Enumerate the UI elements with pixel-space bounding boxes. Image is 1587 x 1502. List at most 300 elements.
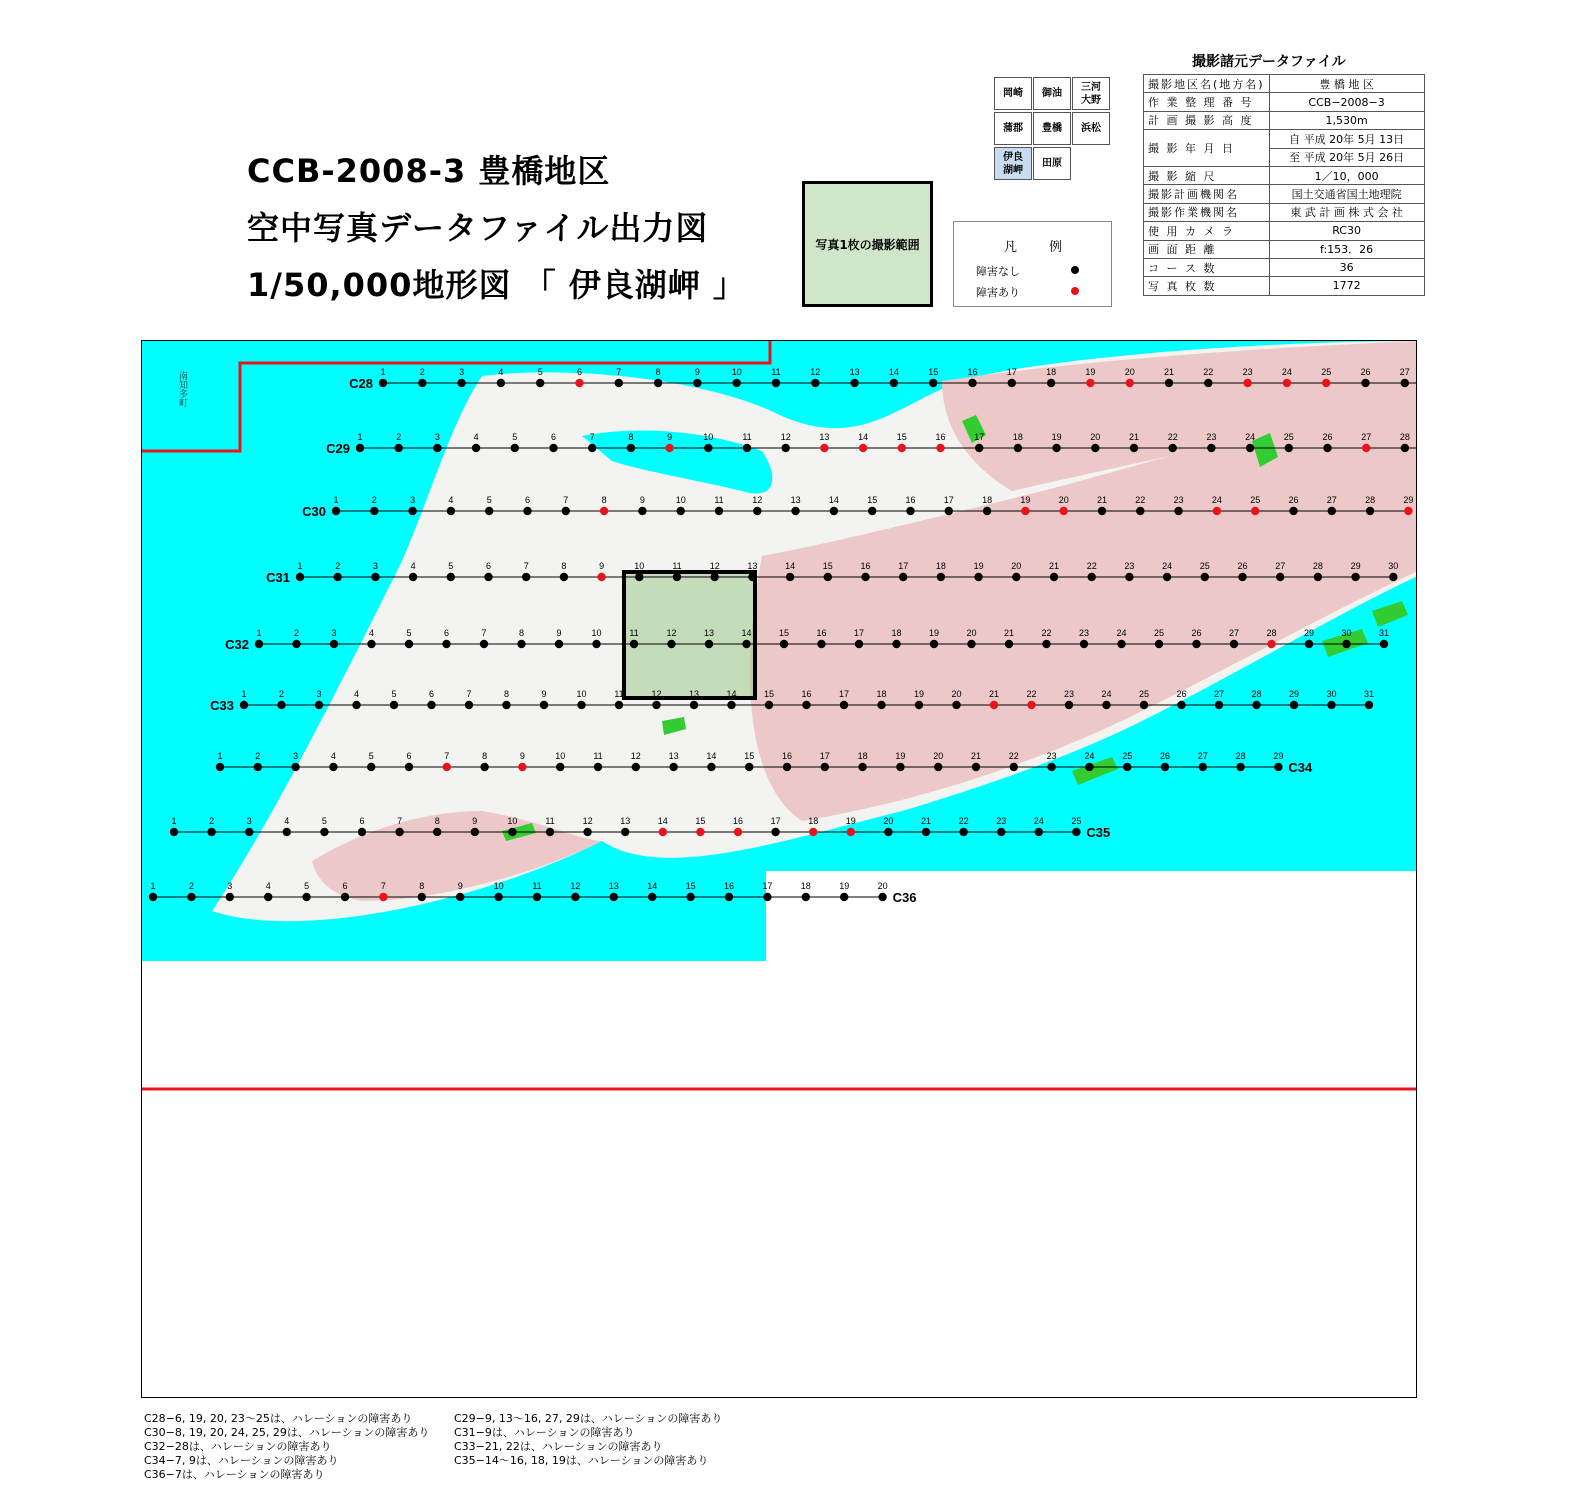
- photo-number: 22: [1135, 495, 1146, 505]
- photo-number: 3: [434, 432, 440, 442]
- photo-point: [610, 893, 618, 901]
- photo-number: 23: [1206, 432, 1217, 442]
- photo-number: 16: [816, 628, 827, 638]
- photo-point: [447, 507, 455, 515]
- photo-number: 15: [778, 628, 790, 638]
- photo-number: 14: [888, 367, 899, 377]
- photo-point: [1204, 379, 1212, 387]
- photo-point: [1126, 379, 1134, 387]
- photo-point: [216, 763, 224, 771]
- photo-point: [560, 573, 568, 581]
- photo-point: [686, 893, 694, 901]
- photo-number: 27: [1228, 628, 1240, 638]
- photo-number: 10: [493, 881, 504, 891]
- photo-number: 22: [958, 816, 969, 826]
- photo-number: 6: [406, 751, 412, 761]
- photo-point: [974, 573, 982, 581]
- table-row: 画 面 距 離 f:153．26: [1144, 240, 1425, 258]
- photo-number: 15: [867, 495, 878, 505]
- photo-number: 7: [380, 881, 386, 891]
- table-row: コ ー ス 数 36: [1144, 258, 1425, 276]
- photo-point: [556, 763, 564, 771]
- table-row: 写 真 枚 数 1772: [1144, 277, 1425, 295]
- photo-number: 8: [434, 816, 440, 826]
- index-cell: 浜松: [1072, 112, 1110, 145]
- photo-point: [1047, 763, 1055, 771]
- photo-number: 16: [967, 367, 978, 377]
- photo-point: [1246, 444, 1254, 452]
- photo-point: [733, 379, 741, 387]
- photo-number: 12: [582, 816, 593, 826]
- photo-number: 24: [1084, 751, 1095, 761]
- photo-number: 23: [1046, 751, 1057, 761]
- photo-point: [457, 379, 465, 387]
- photo-point: [540, 701, 548, 709]
- photo-number: 26: [1288, 495, 1299, 505]
- photo-number: 4: [448, 495, 454, 505]
- photo-point: [240, 701, 248, 709]
- photo-point: [341, 893, 349, 901]
- photo-point: [1177, 701, 1185, 709]
- photo-number: 20: [966, 628, 977, 638]
- photo-number: 29: [1273, 751, 1284, 761]
- photo-point: [936, 444, 944, 452]
- photo-number: 6: [550, 432, 557, 442]
- photo-point: [725, 893, 733, 901]
- note-line: C28−6, 19, 20, 23〜25は、ハレーションの障害あり: [144, 1412, 413, 1425]
- photo-point: [471, 828, 479, 836]
- photo-number: 14: [657, 816, 668, 826]
- photo-number: 30: [1388, 561, 1399, 571]
- photo-number: 3: [410, 495, 416, 505]
- photo-point: [868, 507, 876, 515]
- photo-number: 18: [1012, 432, 1023, 442]
- photo-point: [705, 640, 713, 648]
- photo-number: 2: [396, 432, 402, 442]
- photo-point: [878, 893, 886, 901]
- photo-number: 15: [896, 432, 907, 442]
- course-label: C34: [1288, 760, 1313, 775]
- photo-point: [465, 701, 473, 709]
- photo-point: [1351, 573, 1359, 581]
- photo-number: 18: [800, 881, 811, 891]
- photo-point: [443, 763, 451, 771]
- photo-point: [896, 763, 904, 771]
- photo-number: 13: [688, 689, 700, 699]
- photo-point: [511, 444, 519, 452]
- photo-number: 4: [498, 367, 504, 377]
- photo-number: 16: [905, 495, 916, 505]
- photo-number: 26: [1237, 561, 1248, 571]
- photo-point: [536, 379, 544, 387]
- photo-point: [1276, 573, 1284, 581]
- photo-number: 7: [616, 367, 622, 377]
- photo-point: [533, 893, 541, 901]
- photo-point: [1155, 640, 1163, 648]
- photo-number: 24: [1101, 689, 1112, 699]
- photo-point: [922, 828, 930, 836]
- photo-point: [508, 828, 516, 836]
- photo-point: [447, 573, 455, 581]
- photo-point: [753, 507, 761, 515]
- photo-point: [1123, 763, 1131, 771]
- photo-number: 21: [1003, 628, 1015, 638]
- photo-number: 8: [655, 367, 661, 377]
- photo-point: [677, 507, 685, 515]
- photo-number: 25: [1138, 689, 1150, 699]
- photo-point: [1008, 379, 1016, 387]
- photo-point: [665, 444, 673, 452]
- note-line: C32−28は、ハレーションの障害あり: [144, 1440, 332, 1453]
- photo-point: [635, 573, 643, 581]
- photo-point: [1361, 379, 1369, 387]
- photo-point: [952, 701, 960, 709]
- photo-number: 12: [752, 495, 763, 505]
- photo-number: 10: [507, 816, 518, 826]
- photo-point: [1010, 763, 1018, 771]
- photo-point: [772, 379, 780, 387]
- photo-point: [615, 379, 623, 387]
- photo-point: [930, 640, 938, 648]
- photo-point: [207, 828, 215, 836]
- photo-number: 25: [1199, 561, 1210, 571]
- photo-point: [494, 893, 502, 901]
- photo-point: [1136, 507, 1144, 515]
- photo-number: 21: [920, 816, 932, 826]
- photo-point: [817, 640, 825, 648]
- photo-point: [1290, 701, 1298, 709]
- photo-point: [690, 701, 698, 709]
- photo-number: 9: [519, 751, 525, 761]
- photo-point: [967, 640, 975, 648]
- legend-no-obstruction-label: 障害なし: [976, 265, 1020, 278]
- photo-number: 13: [668, 751, 679, 761]
- photo-point: [782, 444, 790, 452]
- photo-number: 1: [256, 628, 262, 638]
- photo-number: 3: [246, 816, 252, 826]
- photo-number: 16: [801, 689, 812, 699]
- photo-number: 19: [928, 628, 940, 638]
- photo-point: [549, 444, 557, 452]
- photo-number: 5: [304, 881, 310, 891]
- photo-number: 23: [1173, 495, 1184, 505]
- photo-point: [654, 379, 662, 387]
- photo-point: [659, 828, 667, 836]
- photo-point: [433, 444, 441, 452]
- photo-point: [405, 640, 413, 648]
- photo-number: 15: [763, 689, 775, 699]
- photo-point: [277, 701, 285, 709]
- photo-point: [1380, 640, 1388, 648]
- photo-number: 14: [828, 495, 839, 505]
- photo-number: 22: [1026, 689, 1037, 699]
- notes-left: [144, 1412, 429, 1482]
- photo-point: [821, 763, 829, 771]
- photo-point: [1323, 444, 1331, 452]
- photo-point: [1289, 507, 1297, 515]
- photo-point: [1005, 640, 1013, 648]
- course-label: C30: [302, 504, 326, 519]
- photo-number: 21: [970, 751, 982, 761]
- photo-number: 18: [808, 816, 819, 826]
- photo-point: [433, 828, 441, 836]
- photo-point: [1085, 763, 1093, 771]
- photo-point: [734, 828, 742, 836]
- photo-number: 31: [1363, 689, 1375, 699]
- photo-number: 11: [532, 881, 542, 891]
- photo-point: [456, 893, 464, 901]
- photo-point: [1163, 573, 1171, 581]
- photo-number: 12: [570, 881, 581, 891]
- photo-number: 13: [819, 432, 830, 442]
- photo-number: 7: [523, 561, 529, 571]
- title-project: CCB-2008-3 豊橋地区: [247, 152, 611, 190]
- photo-point: [1328, 507, 1336, 515]
- photo-number: 5: [512, 432, 518, 442]
- photo-number: 18: [982, 495, 993, 505]
- photo-number: 6: [576, 367, 583, 377]
- photo-point: [763, 893, 771, 901]
- photo-number: 27: [1399, 367, 1410, 377]
- index-cell: 田原: [1033, 147, 1071, 180]
- photo-number: 5: [486, 495, 492, 505]
- photo-point: [255, 640, 263, 648]
- photo-point: [472, 444, 480, 452]
- photo-number: 10: [703, 432, 714, 442]
- photo-point: [968, 379, 976, 387]
- photo-point: [332, 507, 340, 515]
- photo-number: 2: [255, 751, 261, 761]
- photo-number: 20: [1011, 561, 1022, 571]
- photo-number: 3: [227, 881, 233, 891]
- photo-number: 6: [359, 816, 365, 826]
- photo-number: 13: [703, 628, 715, 638]
- photo-point: [418, 893, 426, 901]
- photo-point: [715, 507, 723, 515]
- photo-point: [600, 507, 608, 515]
- photo-number: 21: [1096, 495, 1108, 505]
- photo-number: 1: [380, 367, 386, 377]
- photo-point: [892, 640, 900, 648]
- photo-point: [395, 828, 403, 836]
- photo-number: 17: [762, 881, 773, 891]
- photo-point: [408, 507, 416, 515]
- table-row: 撮影作業機関名 東 武 計 画 株 式 会 社: [1144, 203, 1425, 221]
- photo-point: [1285, 444, 1293, 452]
- photo-point: [673, 573, 681, 581]
- photo-point: [648, 893, 656, 901]
- photo-point: [379, 379, 387, 387]
- photo-number: 25: [1122, 751, 1133, 761]
- photo-number: 8: [561, 561, 567, 571]
- red-dot-icon: [1071, 287, 1079, 295]
- photo-number: 11: [545, 816, 555, 826]
- photo-number: 13: [620, 816, 631, 826]
- photo-number: 22: [1167, 432, 1178, 442]
- photo-point: [367, 763, 375, 771]
- photo-number: 8: [601, 495, 607, 505]
- photo-number: 5: [406, 628, 412, 638]
- photo-point: [704, 444, 712, 452]
- photo-number: 28: [1266, 628, 1277, 638]
- photo-point: [711, 573, 719, 581]
- photo-point: [409, 573, 417, 581]
- photo-point: [1065, 701, 1073, 709]
- photo-number: 7: [466, 689, 472, 699]
- photo-number: 24: [1245, 432, 1256, 442]
- photo-number: 26: [1360, 367, 1371, 377]
- photo-number: 19: [1051, 432, 1062, 442]
- photo-point: [1199, 763, 1207, 771]
- photo-number: 29: [1303, 628, 1315, 638]
- photo-number: 25: [1153, 628, 1165, 638]
- photo-number: 17: [974, 432, 985, 442]
- photo-point: [990, 701, 998, 709]
- photo-number: 30: [1341, 628, 1352, 638]
- photo-number: 23: [1124, 561, 1135, 571]
- legend-title: 凡 例: [1004, 240, 1077, 255]
- photo-number: 8: [518, 628, 525, 638]
- photo-number: 1: [217, 751, 223, 761]
- photo-number: 17: [770, 816, 781, 826]
- photo-number: 3: [293, 751, 299, 761]
- photo-number: 11: [742, 432, 752, 442]
- photo-number: 3: [331, 628, 337, 638]
- photo-point: [743, 444, 751, 452]
- photo-point: [1088, 573, 1096, 581]
- table-row: 撮 影 縮 尺 1／10，000: [1144, 166, 1425, 184]
- photo-number: 19: [839, 881, 850, 891]
- photo-number: 20: [883, 816, 894, 826]
- photo-point: [630, 640, 638, 648]
- photo-point: [621, 828, 629, 836]
- photo-point: [245, 828, 253, 836]
- photo-number: 20: [933, 751, 944, 761]
- photo-point: [264, 893, 272, 901]
- photo-number: 17: [1006, 367, 1017, 377]
- photo-point: [937, 573, 945, 581]
- photo-point: [588, 444, 596, 452]
- course-label: C31: [266, 570, 290, 585]
- photo-point: [809, 828, 817, 836]
- note-line: C31−9は、ハレーションの障害あり: [454, 1426, 635, 1439]
- table-row: 至 平成 20年 5月 26日: [1144, 148, 1425, 166]
- photo-point: [997, 828, 1005, 836]
- photo-number: 13: [747, 561, 758, 571]
- photo-number: 1: [333, 495, 339, 505]
- photo-point: [855, 640, 863, 648]
- photo-point: [292, 640, 300, 648]
- photo-number: 20: [877, 881, 888, 891]
- photo-point: [1091, 444, 1099, 452]
- photo-number: 14: [706, 751, 717, 761]
- photo-number: 15: [685, 881, 696, 891]
- photo-point: [1098, 507, 1106, 515]
- photo-point: [859, 444, 867, 452]
- photo-point: [485, 507, 493, 515]
- photo-number: 24: [1033, 816, 1044, 826]
- photo-extent-legend: [802, 181, 933, 307]
- photo-number: 12: [630, 751, 641, 761]
- photo-number: 2: [188, 881, 194, 891]
- photo-number: 9: [599, 561, 605, 571]
- notes-right: [454, 1412, 722, 1468]
- photo-point: [562, 507, 570, 515]
- photo-point: [1169, 444, 1177, 452]
- photo-number: 10: [591, 628, 602, 638]
- table-row: 作 業 整 理 番 号 CCB−2008−3: [1144, 93, 1425, 111]
- photo-number: 12: [651, 689, 662, 699]
- photo-point: [1035, 828, 1043, 836]
- photo-extent-rect: [624, 572, 755, 698]
- photo-point: [667, 640, 675, 648]
- photo-point: [1102, 701, 1110, 709]
- photo-point: [502, 701, 510, 709]
- photo-point: [847, 828, 855, 836]
- photo-number: 16: [723, 881, 735, 891]
- photo-number: 31: [1378, 628, 1390, 638]
- photo-number: 14: [858, 432, 869, 442]
- photo-point: [484, 573, 492, 581]
- photo-number: 25: [1321, 367, 1332, 377]
- photo-number: 7: [444, 751, 450, 761]
- black-dot-icon: [1071, 266, 1079, 274]
- photo-point: [329, 763, 337, 771]
- photo-point: [1027, 701, 1035, 709]
- photo-number: 21: [1048, 561, 1060, 571]
- photo-point: [395, 444, 403, 452]
- photo-point: [442, 640, 450, 648]
- photo-number: 24: [1162, 561, 1173, 571]
- photo-point: [638, 507, 646, 515]
- photo-number: 2: [371, 495, 377, 505]
- photo-number: 4: [284, 816, 290, 826]
- photo-point: [1252, 701, 1260, 709]
- photo-number: 23: [996, 816, 1007, 826]
- photo-number: 5: [368, 751, 374, 761]
- photo-number: 23: [1078, 628, 1090, 638]
- spec-table-title: 撮影諸元データファイル: [1192, 54, 1346, 70]
- photo-number: 17: [898, 561, 909, 571]
- photo-point: [480, 640, 488, 648]
- photo-number: 4: [330, 751, 336, 761]
- photo-number: 14: [647, 881, 658, 891]
- photo-point: [742, 640, 750, 648]
- photo-number: 20: [1090, 432, 1101, 442]
- photo-number: 2: [293, 628, 300, 638]
- photo-point: [583, 828, 591, 836]
- photo-point: [898, 444, 906, 452]
- photo-number: 4: [368, 628, 375, 638]
- photo-number: 15: [928, 367, 939, 377]
- photo-point: [840, 701, 848, 709]
- photo-point: [1404, 507, 1412, 515]
- photo-number: 6: [524, 495, 531, 505]
- photo-point: [1274, 763, 1282, 771]
- photo-number: 13: [790, 495, 801, 505]
- photo-number: 20: [1058, 495, 1069, 505]
- photo-number: 27: [1213, 689, 1225, 699]
- index-cell: 御油: [1033, 77, 1071, 110]
- photo-number: 6: [485, 561, 492, 571]
- note-line: C35−14〜16, 18, 19は、ハレーションの障害あり: [454, 1454, 709, 1467]
- photo-point: [1140, 701, 1148, 709]
- photo-number: 7: [481, 628, 487, 638]
- photo-point: [1207, 444, 1215, 452]
- photo-number: 25: [1071, 816, 1082, 826]
- photo-point: [877, 701, 885, 709]
- photo-number: 26: [1191, 628, 1202, 638]
